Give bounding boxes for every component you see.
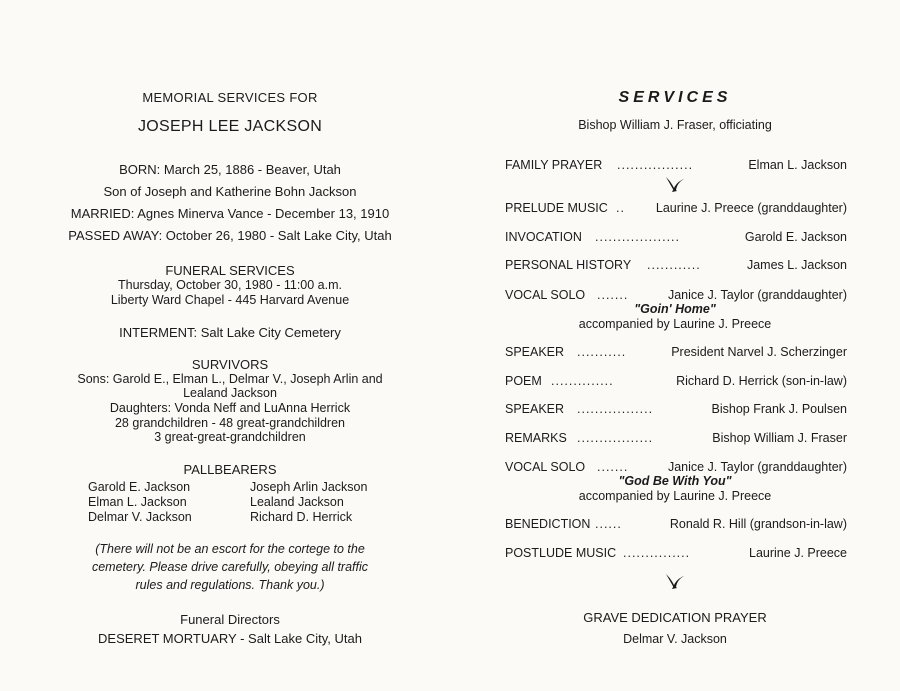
program-performer: Elman L. Jackson [748, 158, 847, 172]
funeral-services-heading: FUNERAL SERVICES [165, 263, 295, 278]
leader-dots: ................. [577, 431, 654, 445]
leader-dots: ........... [577, 345, 627, 359]
program-label: PERSONAL HISTORY [505, 258, 632, 272]
married-line: MARRIED: Agnes Minerva Vance - December 13, 1910 [70, 206, 390, 221]
program-performer: Bishop William J. Fraser [712, 431, 847, 445]
leader-dots: .. [616, 201, 625, 215]
program-label: POSTLUDE MUSIC [505, 546, 617, 560]
leader-dots: ....... [597, 460, 629, 474]
pallbearers-heading: PALLBEARERS [183, 462, 277, 477]
survivors-heading: SURVIVORS [191, 357, 269, 372]
pallbearer-name: Lealand Jackson [250, 495, 344, 509]
leader-dots: ................. [577, 402, 654, 416]
survivors-line: Daughters: Vonda Neff and LuAnna Herrick [109, 401, 351, 415]
services-title: SERVICES [618, 89, 732, 106]
funeral-place: Liberty Ward Chapel - 445 Harvard Avenue [110, 293, 350, 307]
program-performer: Bishop Frank J. Poulsen [711, 402, 847, 416]
survivors-line: 28 grandchildren - 48 great-grandchildren [114, 416, 345, 430]
bird-icon [665, 572, 685, 590]
parents-line: Son of Joseph and Katherine Bohn Jackson [103, 184, 357, 199]
program-label: REMARKS [505, 431, 567, 445]
program-performer: Laurine J. Preece (granddaughter) [655, 201, 847, 215]
leader-dots: ............... [623, 546, 691, 560]
song-title: "God Be With You" [618, 474, 732, 488]
program-label: SPEAKER [505, 402, 565, 416]
leader-dots: ................. [617, 158, 694, 172]
grave-dedication-name: Delmar V. Jackson [623, 632, 727, 646]
leader-dots: ....... [597, 288, 629, 302]
program-performer: James L. Jackson [746, 258, 847, 272]
accompanist-line: accompanied by Laurine J. Preece [578, 317, 772, 331]
pallbearer-name: Elman L. Jackson [88, 495, 187, 509]
leader-dots: ................... [595, 230, 680, 244]
bird-icon [665, 175, 685, 193]
program-label: SPEAKER [505, 345, 565, 359]
memorial-title: MEMORIAL SERVICES FOR [142, 90, 318, 105]
song-title: "Goin' Home" [634, 302, 716, 316]
survivors-line: Sons: Garold E., Elman L., Delmar V., Joseph Arlin and [77, 372, 383, 386]
interment-line: INTERMENT: Salt Lake City Cemetery [119, 325, 341, 340]
program-performer: Garold E. Jackson [744, 230, 847, 244]
born-line: BORN: March 25, 1886 - Beaver, Utah [119, 162, 341, 177]
program-performer: President Narvel J. Scherzinger [671, 345, 847, 359]
survivors-line: 3 great-great-grandchildren [154, 430, 306, 444]
grave-dedication-heading: GRAVE DEDICATION PRAYER [583, 610, 767, 625]
funeral-time: Thursday, October 30, 1980 - 11:00 a.m. [118, 278, 342, 292]
program-label: FAMILY PRAYER [505, 158, 603, 172]
officiating-line: Bishop William J. Fraser, officiating [578, 118, 772, 132]
program-label: INVOCATION [505, 230, 582, 244]
pallbearer-name: Richard D. Herrick [250, 510, 353, 524]
program-label: POEM [505, 374, 542, 388]
passed-away-line: PASSED AWAY: October 26, 1980 - Salt Lake City, Utah [68, 228, 392, 243]
funeral-directors-heading: Funeral Directors [180, 612, 280, 627]
program-performer: Ronald R. Hill (grandson-in-law) [669, 517, 847, 531]
deceased-name: JOSEPH LEE JACKSON [137, 118, 323, 135]
pallbearer-name: Joseph Arlin Jackson [250, 480, 368, 494]
program-performer: Janice J. Taylor (granddaughter) [667, 460, 847, 474]
leader-dots: .............. [551, 374, 614, 388]
accompanist-line: accompanied by Laurine J. Preece [578, 489, 772, 503]
program-label: BENEDICTION [505, 517, 591, 531]
program-label: VOCAL SOLO [505, 460, 586, 474]
program-performer: Janice J. Taylor (granddaughter) [667, 288, 847, 302]
program-performer: Laurine J. Preece [749, 546, 847, 560]
leader-dots: ...... [595, 517, 622, 531]
program-label: PRELUDE MUSIC [505, 201, 608, 215]
pallbearer-name: Garold E. Jackson [88, 480, 191, 494]
program-label: VOCAL SOLO [505, 288, 586, 302]
cortege-note: (There will not be an escort for the cortege to the cemetery. Please drive carefully, obeying all traffic rules and regulations. Thank you.) [91, 542, 369, 592]
survivors-line: Lealand Jackson [183, 386, 277, 400]
funeral-directors-name: DESERET MORTUARY - Salt Lake City, Utah [98, 631, 362, 646]
program-performer: Richard D. Herrick (son-in-law) [676, 374, 847, 388]
pallbearer-name: Delmar V. Jackson [88, 510, 192, 524]
leader-dots: ............ [647, 258, 701, 272]
